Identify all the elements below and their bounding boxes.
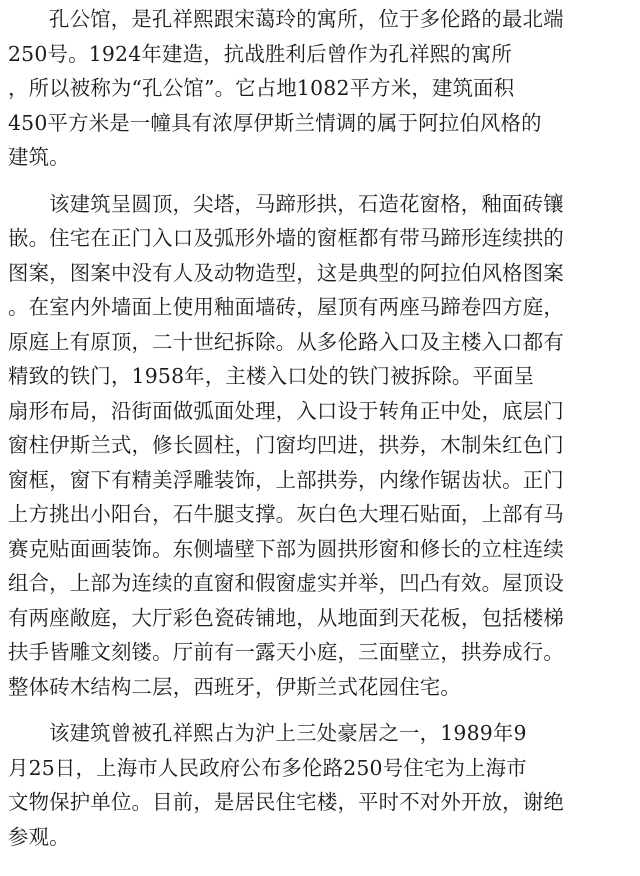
text-line: 该建筑曾被孔祥熙占为沪上三处豪居之一，1989年9 <box>49 721 527 745</box>
text-line: 月25日，上海市人民政府公布多伦路250号住宅为上海市 <box>8 755 527 780</box>
paragraph-architecture <box>8 187 634 705</box>
text-line: 扶手皆雕文刻镂。厅前有一露天小庭，三面壁立，拱券成行。 <box>8 640 564 664</box>
text-line: 图案，图案中没有人及动物造型，这是典型的阿拉伯风格图案 <box>8 260 564 285</box>
text-line: 窗框，窗下有精美浮雕装饰，上部拱券，内缘作锯齿状。正门 <box>8 467 564 492</box>
text-line: 嵌。住宅在正门入口及弧形外墙的窗框都有带马蹄形连续拱的 <box>8 226 564 250</box>
text-line: 。在室内外墙面上使用釉面墙砖，屋顶有两座马蹄卷四方庭， <box>8 295 564 319</box>
text-line: 赛克贴面画装饰。东侧墙壁下部为圆拱形窗和修长的立柱连续 <box>8 536 564 561</box>
text-line: 组合，上部为连续的直窗和假窗虚实并举，凹凸有效。屋顶设 <box>8 571 564 595</box>
paragraph-gap <box>8 175 634 187</box>
text-line: 窗柱伊斯兰式，修长圆柱，门窗均凹进，拱券，木制朱红色门 <box>8 433 564 457</box>
text-line: 精致的铁门，1958年，主楼入口处的铁门被拆除。平面呈 <box>8 364 535 388</box>
text-line: 上方挑出小阳台，石牛腿支撑。灰白色大理石贴面，上部有马 <box>8 502 564 526</box>
document-body <box>8 2 634 854</box>
text-line: 文物保护单位。目前，是居民住宅楼，平时不对外开放，谢绝 <box>8 790 564 814</box>
text-line: 参观。 <box>8 824 70 849</box>
text-line: 扇形布局，沿街面做弧面处理，入口设于转角正中处，底层门 <box>8 398 564 423</box>
text-line: 整体砖木结构二层，西班牙，伊斯兰式花园住宅。 <box>8 674 461 699</box>
text-line: 建筑。 <box>8 145 70 169</box>
paragraph-status <box>8 716 634 854</box>
text-line: 孔公馆，是孔祥熙跟宋蔼玲的寓所，位于多伦路的最北端 <box>49 7 564 31</box>
text-line: 有两座敞庭，大厅彩色瓷砖铺地，从地面到天花板，包括楼梯 <box>8 605 564 630</box>
text-line: ，所以被称为“孔公馆”。它占地1082平方米，建筑面积 <box>8 76 515 100</box>
text-line: 该建筑呈圆顶，尖塔，马蹄形拱，石造花窗格，釉面砖镶 <box>49 191 564 216</box>
paragraph-intro <box>8 2 634 175</box>
text-line: 250号。1924年建造，抗战胜利后曾作为孔祥熙的寓所 <box>8 41 513 66</box>
text-line: 450平方米是一幢具有浓厚伊斯兰情调的属于阿拉伯风格的 <box>8 110 542 135</box>
paragraph-gap <box>8 704 634 716</box>
text-line: 原庭上有原顶，二十世纪拆除。从多伦路入口及主楼入口都有 <box>8 329 564 354</box>
